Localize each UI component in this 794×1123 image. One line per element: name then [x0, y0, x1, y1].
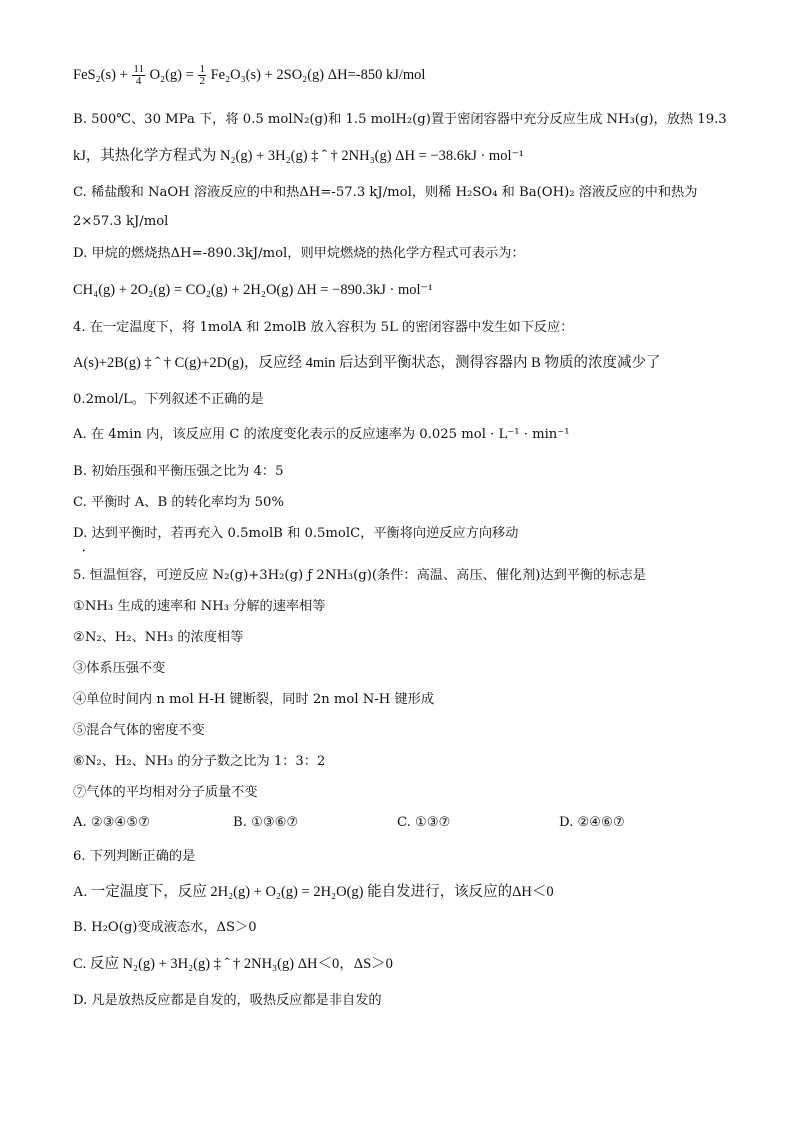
question-5-item-6: ⑥N₂、H₂、NH₃ 的分子数之比为 1：3：2	[73, 754, 326, 769]
stray-dot: •	[82, 548, 86, 555]
frac-den: 4	[135, 75, 142, 87]
option-c-line-2: 2×57.3 kJ/mol	[73, 214, 169, 229]
question-4-option-b: B. 初始压强和平衡压强之比为 4：5	[73, 464, 284, 479]
question-4-reaction: A(s)+2B(g) ‡ ˆ † C(g)+2D(g)，反应经 4min 后达到平衡状态，测得容器内 B 物质的浓度减少了	[73, 355, 661, 371]
question-4-option-c: C. 平衡时 A、B 的转化率均为 50%	[73, 495, 284, 510]
question-5-choices	[73, 815, 723, 835]
frac-den: 2	[199, 75, 205, 87]
question-6-option-a: A. 一定温度下，反应 2H₂(g) + O₂(g) = 2H₂O(g) 能自发进行，该反应的ΔH＜0	[73, 884, 554, 900]
q5-choice-c: C. ①③⑦	[397, 815, 451, 830]
q5-choice-a: A. ②③④⑤⑦	[73, 815, 151, 830]
frac-num: 1	[199, 63, 205, 75]
question-5-item-5: ⑤混合气体的密度不变	[73, 723, 205, 738]
option-b-line-2: kJ，其热化学方程式为 N₂(g) + 3H₂(g) ‡ ˆ † 2NH₃(g) ΔH = −38.6kJ · mol⁻¹	[73, 148, 524, 164]
eq-part-1: FeS₂(s) +	[73, 66, 132, 83]
option-d-line-1: D. 甲烷的燃烧热ΔH=-890.3kJ/mol，则甲烷燃烧的热化学方程式可表示为：	[73, 246, 525, 261]
question-4-stem: 4. 在一定温度下，将 1molA 和 2molB 放入容积为 5L 的密闭容器中发生如下反应：	[73, 320, 574, 335]
equation-fes2	[73, 64, 724, 87]
eq-part-2: O₂(g) =	[145, 66, 198, 83]
q5-choice-d: D. ②④⑥⑦	[559, 815, 625, 830]
question-5-item-2: ②N₂、H₂、NH₃ 的浓度相等	[73, 630, 244, 645]
option-b-line-1: B. 500℃、30 MPa 下，将 0.5 molN₂(g)和 1.5 molH₂(g)置于密闭容器中充分反应生成 NH₃(g)，放热 19.3	[73, 112, 727, 127]
question-6-option-b: B. H₂O(g)变成液态水，ΔS＞0	[73, 920, 257, 935]
question-5-item-4: ④单位时间内 n mol H-H 键断裂，同时 2n mol N-H 键形成	[73, 692, 434, 707]
fraction-11-4	[132, 64, 145, 87]
question-6-stem: 6. 下列判断正确的是	[73, 849, 196, 864]
question-4-option-d: D. 达到平衡时，若再充入 0.5molB 和 0.5molC，平衡将向逆反应方向移动	[73, 526, 519, 541]
question-5-item-7: ⑦气体的平均相对分子质量不变	[73, 785, 258, 800]
option-c-line-1: C. 稀盐酸和 NaOH 溶液反应的中和热ΔH=-57.3 kJ/mol，则稀 H₂SO₄ 和 Ba(OH)₂ 溶液反应的中和热为	[73, 185, 698, 200]
question-5-item-1: ①NH₃ 生成的速率和 NH₃ 分解的速率相等	[73, 599, 326, 614]
question-5-item-3: ③体系压强不变	[73, 661, 166, 676]
eq-part-3: Fe₂O₃(s) + 2SO₂(g) ΔH=-850 kJ/mol	[206, 66, 426, 83]
frac-num: 11	[133, 63, 144, 75]
question-4-option-a: A. 在 4min 内，该反应用 C 的浓度变化表示的反应速率为 0.025 mol · L⁻¹ · min⁻¹	[73, 427, 570, 442]
question-5-stem: 5. 恒温恒容，可逆反应 N₂(g)+3H₂(g) ƒ 2NH₃(g)(条件：高温、高压、催化剂)达到平衡的标志是	[73, 568, 646, 583]
question-6-option-d: D. 凡是放热反应都是自发的，吸热反应都是非自发的	[73, 993, 382, 1008]
option-d-equation: CH₄(g) + 2O₂(g) = CO₂(g) + 2H₂O(g) ΔH = −890.3kJ · mol⁻¹	[73, 282, 433, 298]
q5-choice-b: B. ①③⑥⑦	[233, 815, 299, 830]
question-6-option-c: C. 反应 N₂(g) + 3H₂(g) ‡ ˆ † 2NH₃(g) ΔH＜0，ΔS＞0	[73, 956, 393, 972]
question-4-prompt: 0.2mol/L。下列叙述不正确的是	[73, 392, 264, 407]
fraction-1-2	[198, 64, 206, 87]
